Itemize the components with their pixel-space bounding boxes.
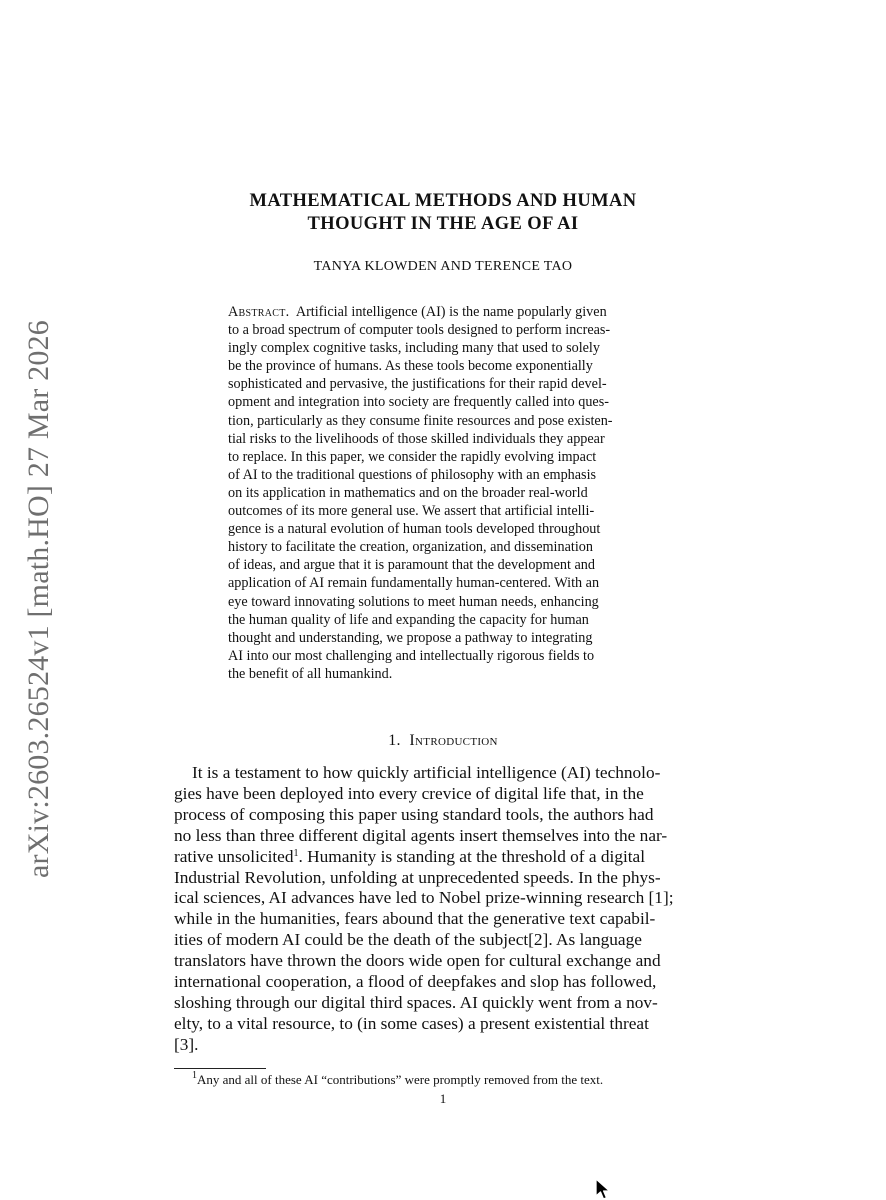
abstract-line: to a broad spectrum of computer tools designed to perform increas- — [228, 322, 611, 339]
abstract-line: to replace. In this paper, we consider the rapidly evolving impact — [228, 448, 597, 465]
paragraph-line — [174, 847, 712, 868]
section-heading-introduction — [200, 732, 686, 750]
abstract-line: of AI to the traditional questions of philosophy with an emphasis — [228, 466, 597, 483]
abstract-line: gence is a natural evolution of human tools developed throughout — [228, 521, 601, 538]
abstract-line: the human quality of life and expanding the capacity for human — [228, 611, 589, 628]
abstract — [228, 303, 660, 683]
paragraph-line: no less than three different digital agents insert themselves into the nar- — [174, 825, 668, 845]
paragraph-line: ical sciences, AI advances have led to Nobel prize-winning research [1]; — [174, 888, 674, 908]
abstract-line: ingly complex cognitive tasks, including many that used to solely — [228, 340, 600, 357]
abstract-line: outcomes of its more general use. We assert that artificial intelli- — [228, 503, 595, 520]
paragraph-line: while in the humanities, fears abound that the generative text capabil- — [174, 909, 656, 929]
abstract-label: Abstract. — [228, 304, 290, 320]
footnote-mark: 1 — [192, 1070, 197, 1081]
footnote — [192, 1072, 712, 1088]
abstract-line: AI into our most challenging and intellectually rigorous fields to — [228, 647, 595, 664]
abstract-line: opment and integration into society are frequently called into ques- — [228, 394, 609, 411]
abstract-line: of ideas, and argue that it is paramount that the development and — [228, 557, 595, 574]
abstract-line-text: Artificial intelligence (AI) is the name popularly given — [295, 304, 607, 320]
paragraph-text: . Humanity is standing at the threshold of a digital — [298, 846, 646, 866]
abstract-line: sophisticated and pervasive, the justifications for their rapid devel- — [228, 376, 607, 393]
arxiv-identifier-text: arXiv:2603.26524v1 [math.HO] 27 Mar 2026 — [22, 320, 56, 878]
paragraph-line: Industrial Revolution, unfolding at unprecedented speeds. In the phys- — [174, 867, 661, 887]
abstract-line: eye toward innovating solutions to meet human needs, enhancing — [228, 593, 599, 610]
paragraph-line: process of composing this paper using standard tools, the authors had — [174, 804, 654, 824]
paper-title — [200, 190, 686, 236]
abstract-line: application of AI remain fundamentally human-centered. With an — [228, 575, 600, 592]
paragraph-text: rative unsolicited — [174, 846, 294, 866]
paragraph-line: sloshing through our digital third spaces. AI quickly went from a nov- — [174, 992, 658, 1012]
abstract-line: the benefit of all humankind. — [228, 665, 393, 682]
paragraph-line: elty, to a vital resource, to (in some cases) a present existential threat — [174, 1013, 649, 1033]
abstract-line: tial risks to the livelihoods of those skilled individuals they appear — [228, 430, 605, 447]
abstract-line: history to facilitate the creation, organization, and dissemination — [228, 539, 593, 556]
paper-title-line: MATHEMATICAL METHODS AND HUMAN — [249, 191, 637, 211]
abstract-line — [228, 303, 660, 321]
paragraph-line: It is a testament to how quickly artificial intelligence (AI) technolo- — [192, 763, 661, 782]
paper-authors: TANYA KLOWDEN AND TERENCE TAO — [313, 259, 573, 274]
page-number: 1 — [439, 1091, 447, 1106]
paragraph-line: [3]. — [174, 1034, 199, 1054]
paragraph-line: ities of modern AI could be the death of the subject[2]. As language — [174, 930, 642, 950]
abstract-line: thought and understanding, we propose a pathway to integrating — [228, 629, 593, 646]
footnote-divider — [174, 1068, 266, 1069]
arxiv-identifier-stamp — [18, 318, 60, 880]
mouse-pointer-icon — [594, 1178, 612, 1200]
footnote-reference[interactable]: 1 — [293, 847, 299, 859]
introduction-paragraph — [174, 763, 712, 1056]
paper-title-line: THOUGHT IN THE AGE OF AI — [307, 214, 579, 234]
section-title: Introduction — [409, 732, 498, 749]
section-number: 1. — [388, 732, 401, 749]
paragraph-line: translators have thrown the doors wide open for cultural exchange and — [174, 951, 661, 971]
abstract-line: on its application in mathematics and on the broader real-world — [228, 484, 588, 501]
footnote-text: Any and all of these AI “contributions” were promptly removed from the text. — [197, 1072, 604, 1087]
abstract-line: be the province of humans. As these tools become exponentially — [228, 358, 593, 375]
paragraph-line: gies have been deployed into every crevice of digital life that, in the — [174, 783, 644, 803]
abstract-line: tion, particularly as they consume finite resources and pose existen- — [228, 412, 613, 429]
paragraph-line: international cooperation, a flood of deepfakes and slop has followed, — [174, 972, 657, 992]
